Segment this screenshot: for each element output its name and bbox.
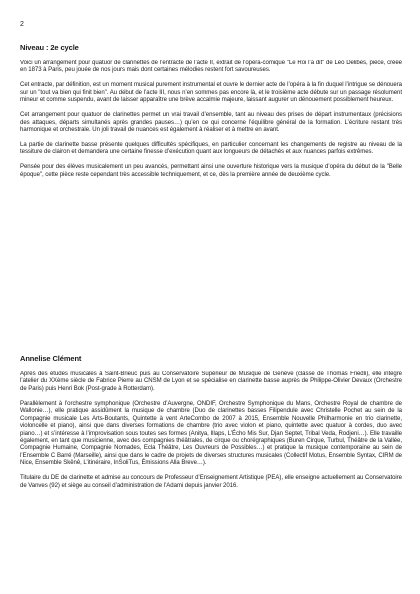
level-paragraph: Cet entracte, par définition, est un moment musical purement instrumental et ouvre le dernier acte de l’opéra à la fin duquel l’intrigue se dénouera sur un "tout va bien qui finit bien". Au début de l’acte III, nous n’en sommes pas encore là, et le troisième acte débute sur un passage résolument mineur et comme suspendu, avant de laisser apparaître une brève accalmie majeure, laissant augurer un dénouement possiblement heureux. (20, 82, 402, 104)
level-description (20, 60, 402, 252)
biography-paragraph: Parallèlement à l’orchestre symphonique (Orchestre d’Auvergne, ONDIF, Orchestre Symphonique du Mans, Orchestre Royal de chambre de Wallonie…), elle pratique assidûment la musique de chambre (Duo de clarinettes basses Filipendule avec Christelle Pochet au sein de la Compagnie musicale Les Arts-Boutants, Quintette à vent ArteCombo de 2007 à 2015, Ensemble Nouvelle Philharmonie en trio clarinette, violoncelle et piano), ainsi que dans diverses formations de chambre (trio avec violon et piano, quintette avec quatuor à cordes, duo avec piano…) et s’intéresse à l’improvisation sous toutes ses formes (Anitya, Illaps, L’Écho Mis Sur, Djan Septet, Tribal Veda, Rodjeni…). Elle travaille également, en tant que musicienne, avec des compagnies théâtrales, de cirque ou chorégraphiques (Buren Cirque, Turbul, Théâtre de la Vallée, Compagnie Humaine, Compagnie Nomades, Ecla Théâtre, Les Ouvreurs de Possibles…) et pratique la musique contemporaine au sein de l’Ensemble C Barré (Marseille), ainsi que dans le cadre de projets de diverses structures musicales (Collectif Motus, Ensemble Syntax, CIRM de Nice, Ensemble Skênê, L’itinéraire, InSoliTus, Émissions Alla Breve…). (20, 400, 402, 467)
page-number: 2 (20, 21, 24, 28)
level-paragraph: Pensée pour des élèves musicalement un peu avancés, permettant ainsi une ouverture historique vers la musique d’opéra du début de la "Belle époque", cette pièce reste cependant très accessible techniquement, et ce, dès la première année de deuxième cycle. (20, 164, 402, 178)
biography-paragraph: Après des études musicales à Saint-Brieuc puis au Conservatoire Supérieur de Musique de Genève (classe de Thomas Friedli), elle intègre l’atelier du XXème siècle de Fabrice Pierre au CNSM de Lyon et se spécialise en clarinette basse auprès de Philippe-Olivier Devaux (Orchestre de Paris) puis Henri Bok (Post-grade à Rotterdam). (20, 371, 402, 392)
biography-paragraph: Titulaire du DE de clarinette et admise au concours de Professeur d’Enseignement Artistique (PEA), elle enseigne actuellement au Conservatoire de Vanves (92) et siège au conseil d’administration de l’Adami depuis janvier 2016. (20, 475, 402, 489)
level-paragraph: La partie de clarinette basse présente quelques difficultés spécifiques, en particulier concernant les changements de registre au niveau de la tessiture de clairon et demandera une certaine finesse d’exécution quant aux longueurs de détachés et aux nuances parfois extrêmes. (20, 141, 402, 156)
level-heading: Niveau : 2e cycle (20, 43, 79, 52)
level-paragraph: Voici un arrangement pour quatuor de clarinettes de l’entracte de l’acte II, extrait de l’opéra-comique "Le Roi l’a dit" de Léo Delibes, pièce, créée en 1873 à Paris, peu jouée de nos jours mais dont certaines mélodies restent fort savoureuses. (20, 60, 402, 74)
author-biography (20, 371, 402, 586)
author-heading: Annelise Clément (20, 354, 82, 363)
level-paragraph: Cet arrangement pour quatuor de clarinettes permet un vrai travail d’ensemble, tant au niveau des prises de départ instrumentaux (précisions des attaques, départs simultanés après grandes pauses…) qu’en ce qui concerne l’équilibre général de la formation. L’écriture restant très harmonique et orchestrale. Un joli travail de nuances est également à réaliser et à mettre en avant. (20, 112, 402, 133)
